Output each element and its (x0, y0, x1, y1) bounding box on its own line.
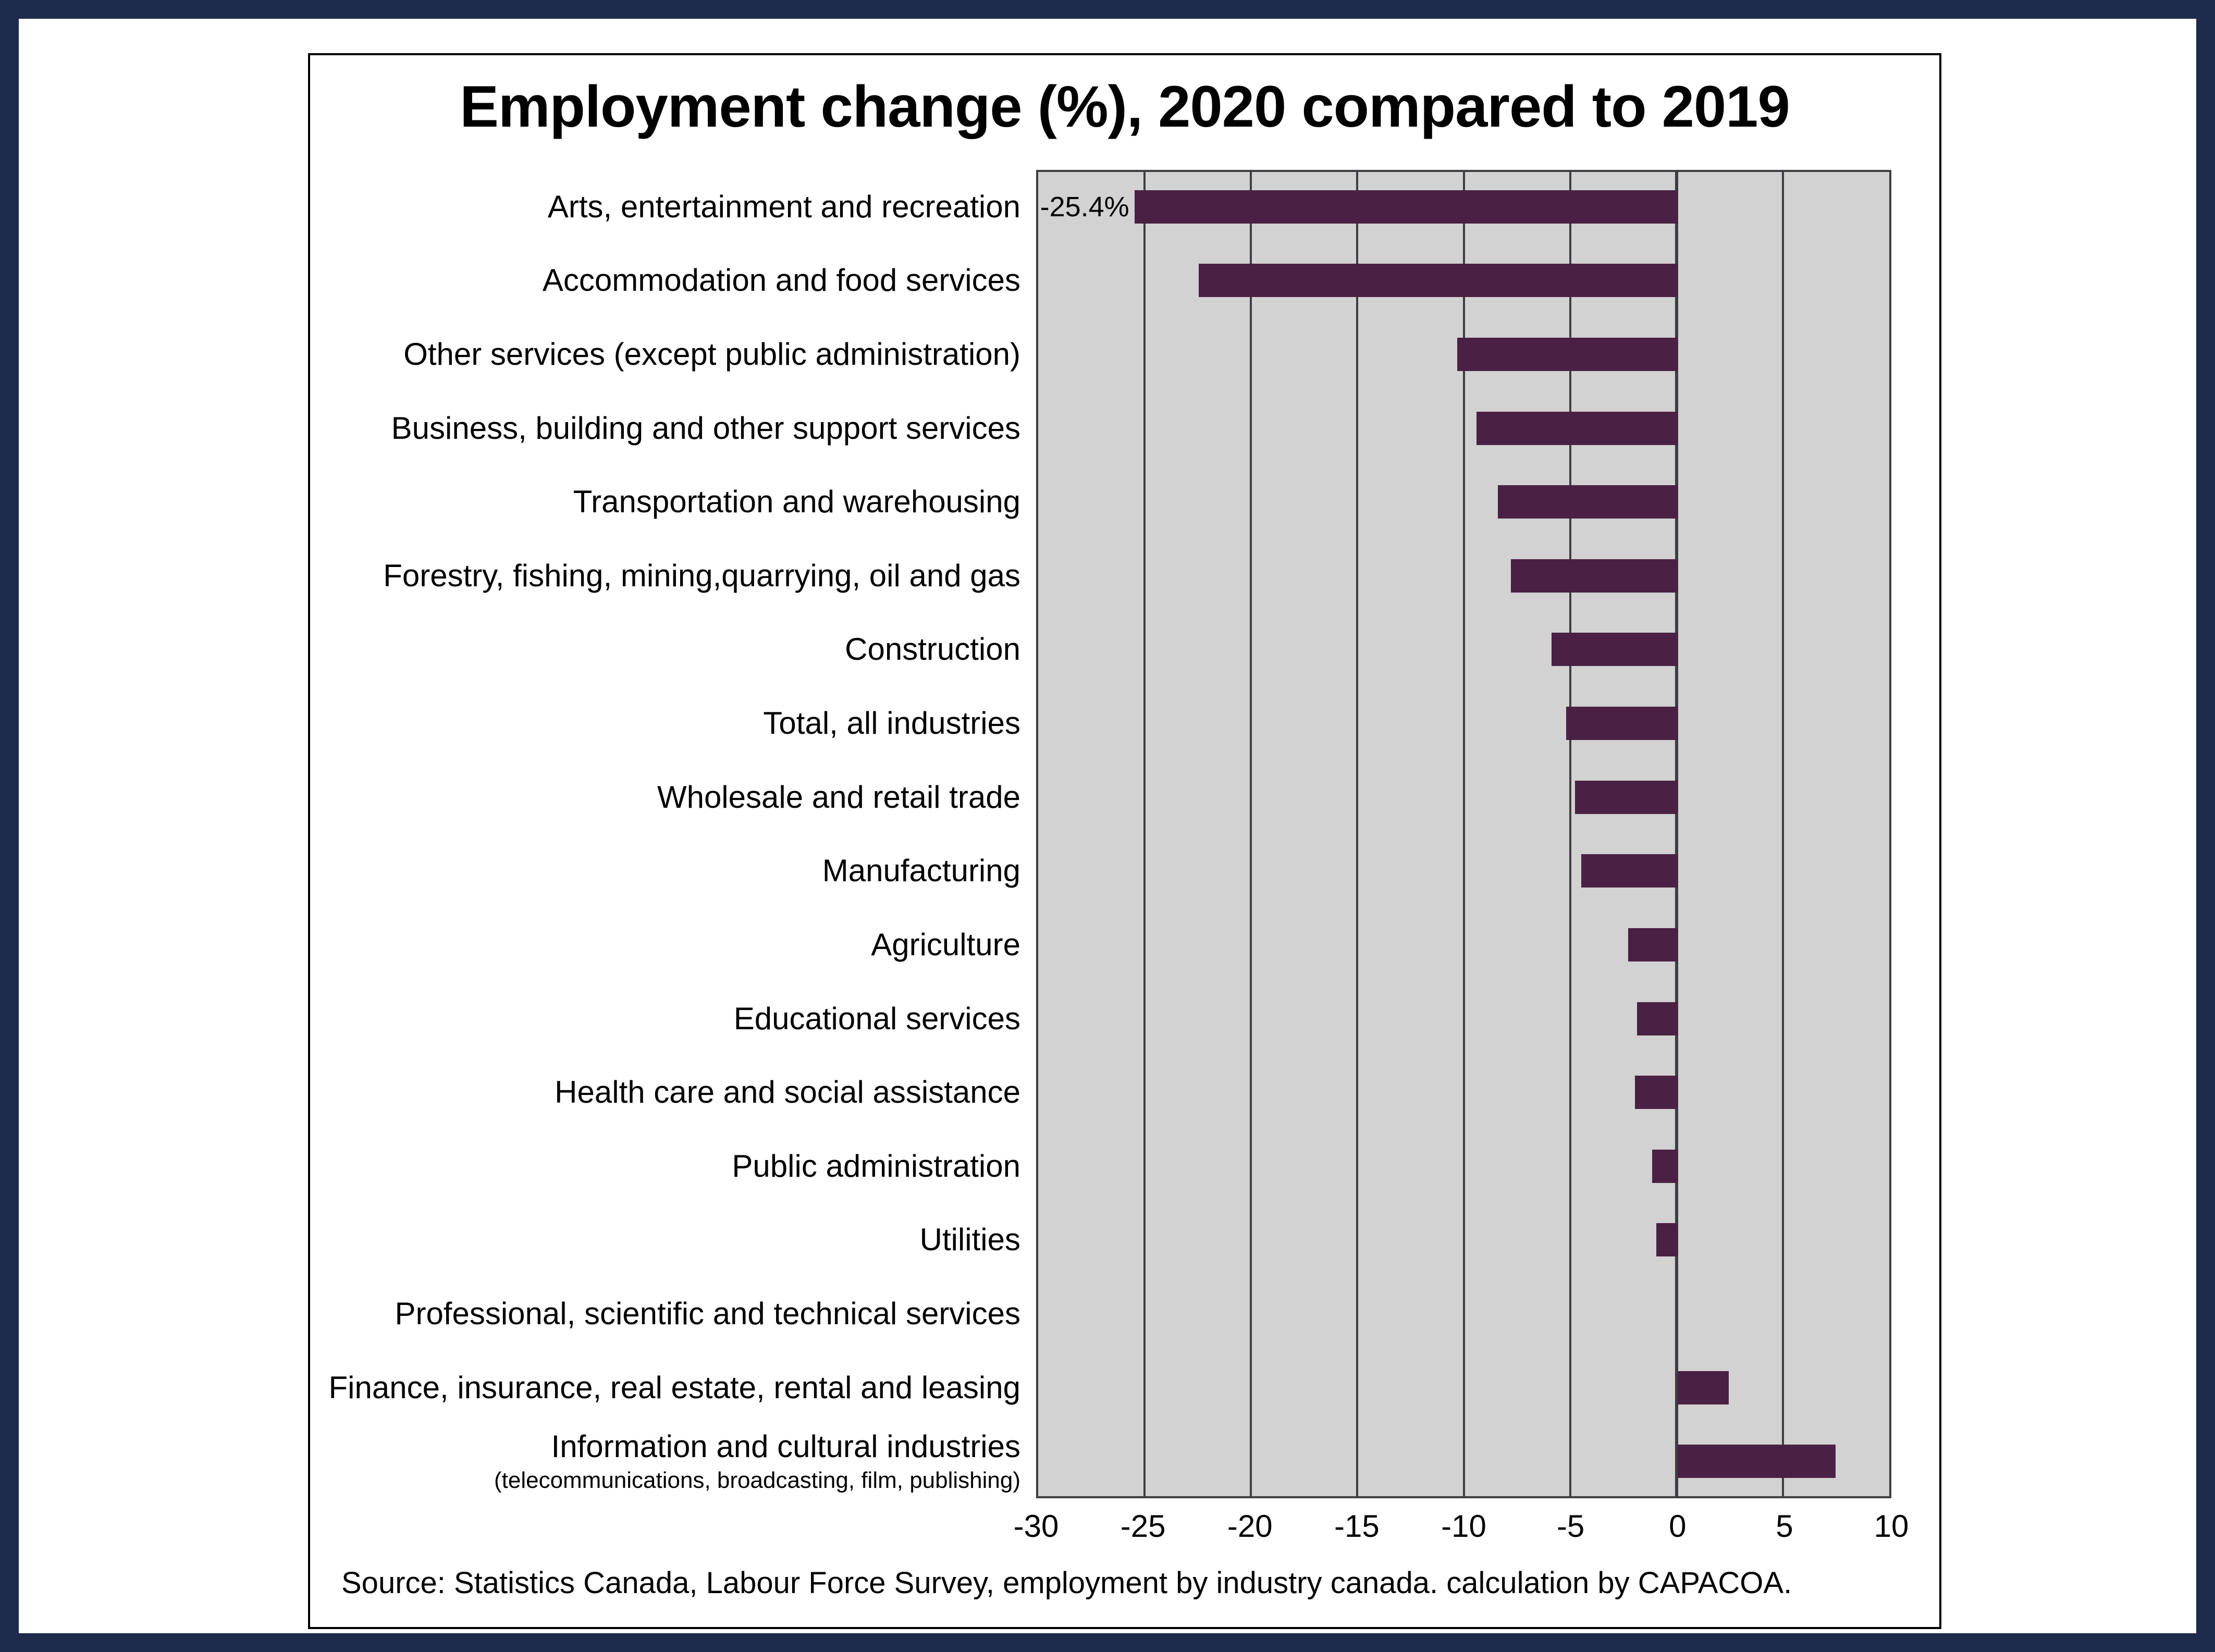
category-label (310, 1277, 1036, 1351)
x-axis-ticks (1013, 1508, 1909, 1555)
bar (1575, 781, 1678, 814)
bar (1476, 412, 1678, 445)
category-label-text: Arts, entertainment and recreation (547, 189, 1020, 224)
category-label (310, 982, 1036, 1056)
chart-row (310, 1277, 1891, 1351)
x-tick-label: -15 (1334, 1509, 1380, 1544)
category-label (310, 391, 1036, 465)
bar (1678, 1371, 1729, 1404)
category-label (310, 1203, 1036, 1277)
bar (1581, 854, 1678, 887)
bar (1635, 1076, 1678, 1109)
source-note: Source: Statistics Canada, Labour Force Survey, employment by industry canada. calculation by CAPACOA. (341, 1566, 1792, 1600)
chart-row (310, 391, 1891, 465)
bar-track (1036, 1351, 1891, 1425)
bar-track (1036, 760, 1891, 834)
bar (1628, 928, 1677, 961)
category-label (310, 1129, 1036, 1203)
bar-track (1036, 613, 1891, 687)
bar-track (1036, 391, 1891, 465)
x-tick-label: -10 (1441, 1509, 1486, 1544)
bar-track (1036, 1055, 1891, 1129)
bar-track (1036, 1203, 1891, 1277)
category-label-text: Educational services (733, 1001, 1020, 1036)
chart-rows (310, 170, 1891, 1498)
x-tick-label: 5 (1776, 1509, 1793, 1544)
bar (1566, 707, 1677, 740)
category-label-text: Accommodation and food services (542, 263, 1020, 298)
x-tick-label: -30 (1013, 1509, 1059, 1544)
x-tick-label: 10 (1874, 1509, 1909, 1544)
category-label-text: Information and cultural industries (551, 1428, 1020, 1464)
chart-row (310, 1055, 1891, 1129)
category-label (310, 908, 1036, 982)
category-label-text: Other services (except public administration) (403, 337, 1020, 372)
bar-track (1036, 834, 1891, 908)
x-tick-label: -25 (1120, 1509, 1166, 1544)
category-label (310, 686, 1036, 760)
bar-track (1036, 465, 1891, 539)
x-tick-label: -5 (1556, 1509, 1585, 1544)
category-label-note: (telecommunications, broadcasting, film, publishing) (494, 1467, 1020, 1493)
bar-track (1036, 317, 1891, 391)
bar (1511, 559, 1678, 593)
category-label (310, 760, 1036, 834)
bar-track (1036, 244, 1891, 318)
bar (1457, 338, 1678, 371)
chart-title: Employment change (%), 2020 compared to 2019 (460, 74, 1790, 139)
category-label (310, 465, 1036, 539)
category-label-text: Utilities (919, 1222, 1020, 1258)
category-label-text: Manufacturing (822, 853, 1020, 889)
chart-row (310, 834, 1891, 908)
bar-track (1036, 1424, 1891, 1498)
bar-track (1036, 170, 1891, 244)
chart-row (310, 982, 1891, 1056)
category-label (310, 244, 1036, 318)
x-tick-label: 0 (1669, 1509, 1687, 1544)
bar (1656, 1223, 1678, 1256)
chart-row (310, 1129, 1891, 1203)
category-label-text: Transportation and warehousing (573, 484, 1020, 520)
chart-row (310, 317, 1891, 391)
bar-track (1036, 1277, 1891, 1351)
x-tick-label: -20 (1227, 1509, 1273, 1544)
bar (1498, 485, 1678, 519)
category-label (310, 539, 1036, 613)
category-label-text: Public administration (732, 1148, 1020, 1183)
chart-row (310, 760, 1891, 834)
chart-row (310, 1424, 1891, 1498)
category-label-text: Business, building and other support services (391, 410, 1020, 446)
bar (1678, 1445, 1836, 1478)
category-label-text: Forestry, fishing, mining,quarrying, oil and gas (383, 558, 1020, 593)
category-label (310, 613, 1036, 687)
bar (1199, 264, 1678, 297)
category-label-text: Construction (845, 632, 1020, 667)
bar (1652, 1150, 1678, 1183)
chart-row (310, 686, 1891, 760)
category-label (310, 317, 1036, 391)
bar-track (1036, 908, 1891, 982)
bar (1135, 190, 1678, 224)
chart-box (308, 53, 1941, 1629)
chart-row (310, 1203, 1891, 1277)
chart-row (310, 539, 1891, 613)
bar (1637, 1002, 1678, 1035)
bar (1552, 633, 1678, 666)
category-label-text: Professional, scientific and technical services (395, 1296, 1020, 1331)
category-label-text: Finance, insurance, real estate, rental and leasing (328, 1370, 1020, 1405)
chart-row (310, 170, 1891, 244)
category-label-text: Total, all industries (763, 706, 1020, 741)
bar-track (1036, 1129, 1891, 1203)
category-label-text: Wholesale and retail trade (657, 779, 1020, 815)
category-label (310, 1055, 1036, 1129)
chart-row (310, 244, 1891, 318)
chart-row (310, 1351, 1891, 1425)
category-label (310, 1351, 1036, 1425)
chart-row (310, 465, 1891, 539)
category-label-text: Health care and social assistance (555, 1075, 1020, 1110)
category-label-text: Agriculture (871, 927, 1020, 962)
bar-track (1036, 686, 1891, 760)
bar-value-label: -25.4% (1040, 191, 1129, 223)
category-label (310, 1424, 1036, 1498)
chart-row (310, 908, 1891, 982)
bar-track (1036, 539, 1891, 613)
category-label (310, 170, 1036, 244)
category-label (310, 834, 1036, 908)
bar-track (1036, 982, 1891, 1056)
chart-row (310, 613, 1891, 687)
